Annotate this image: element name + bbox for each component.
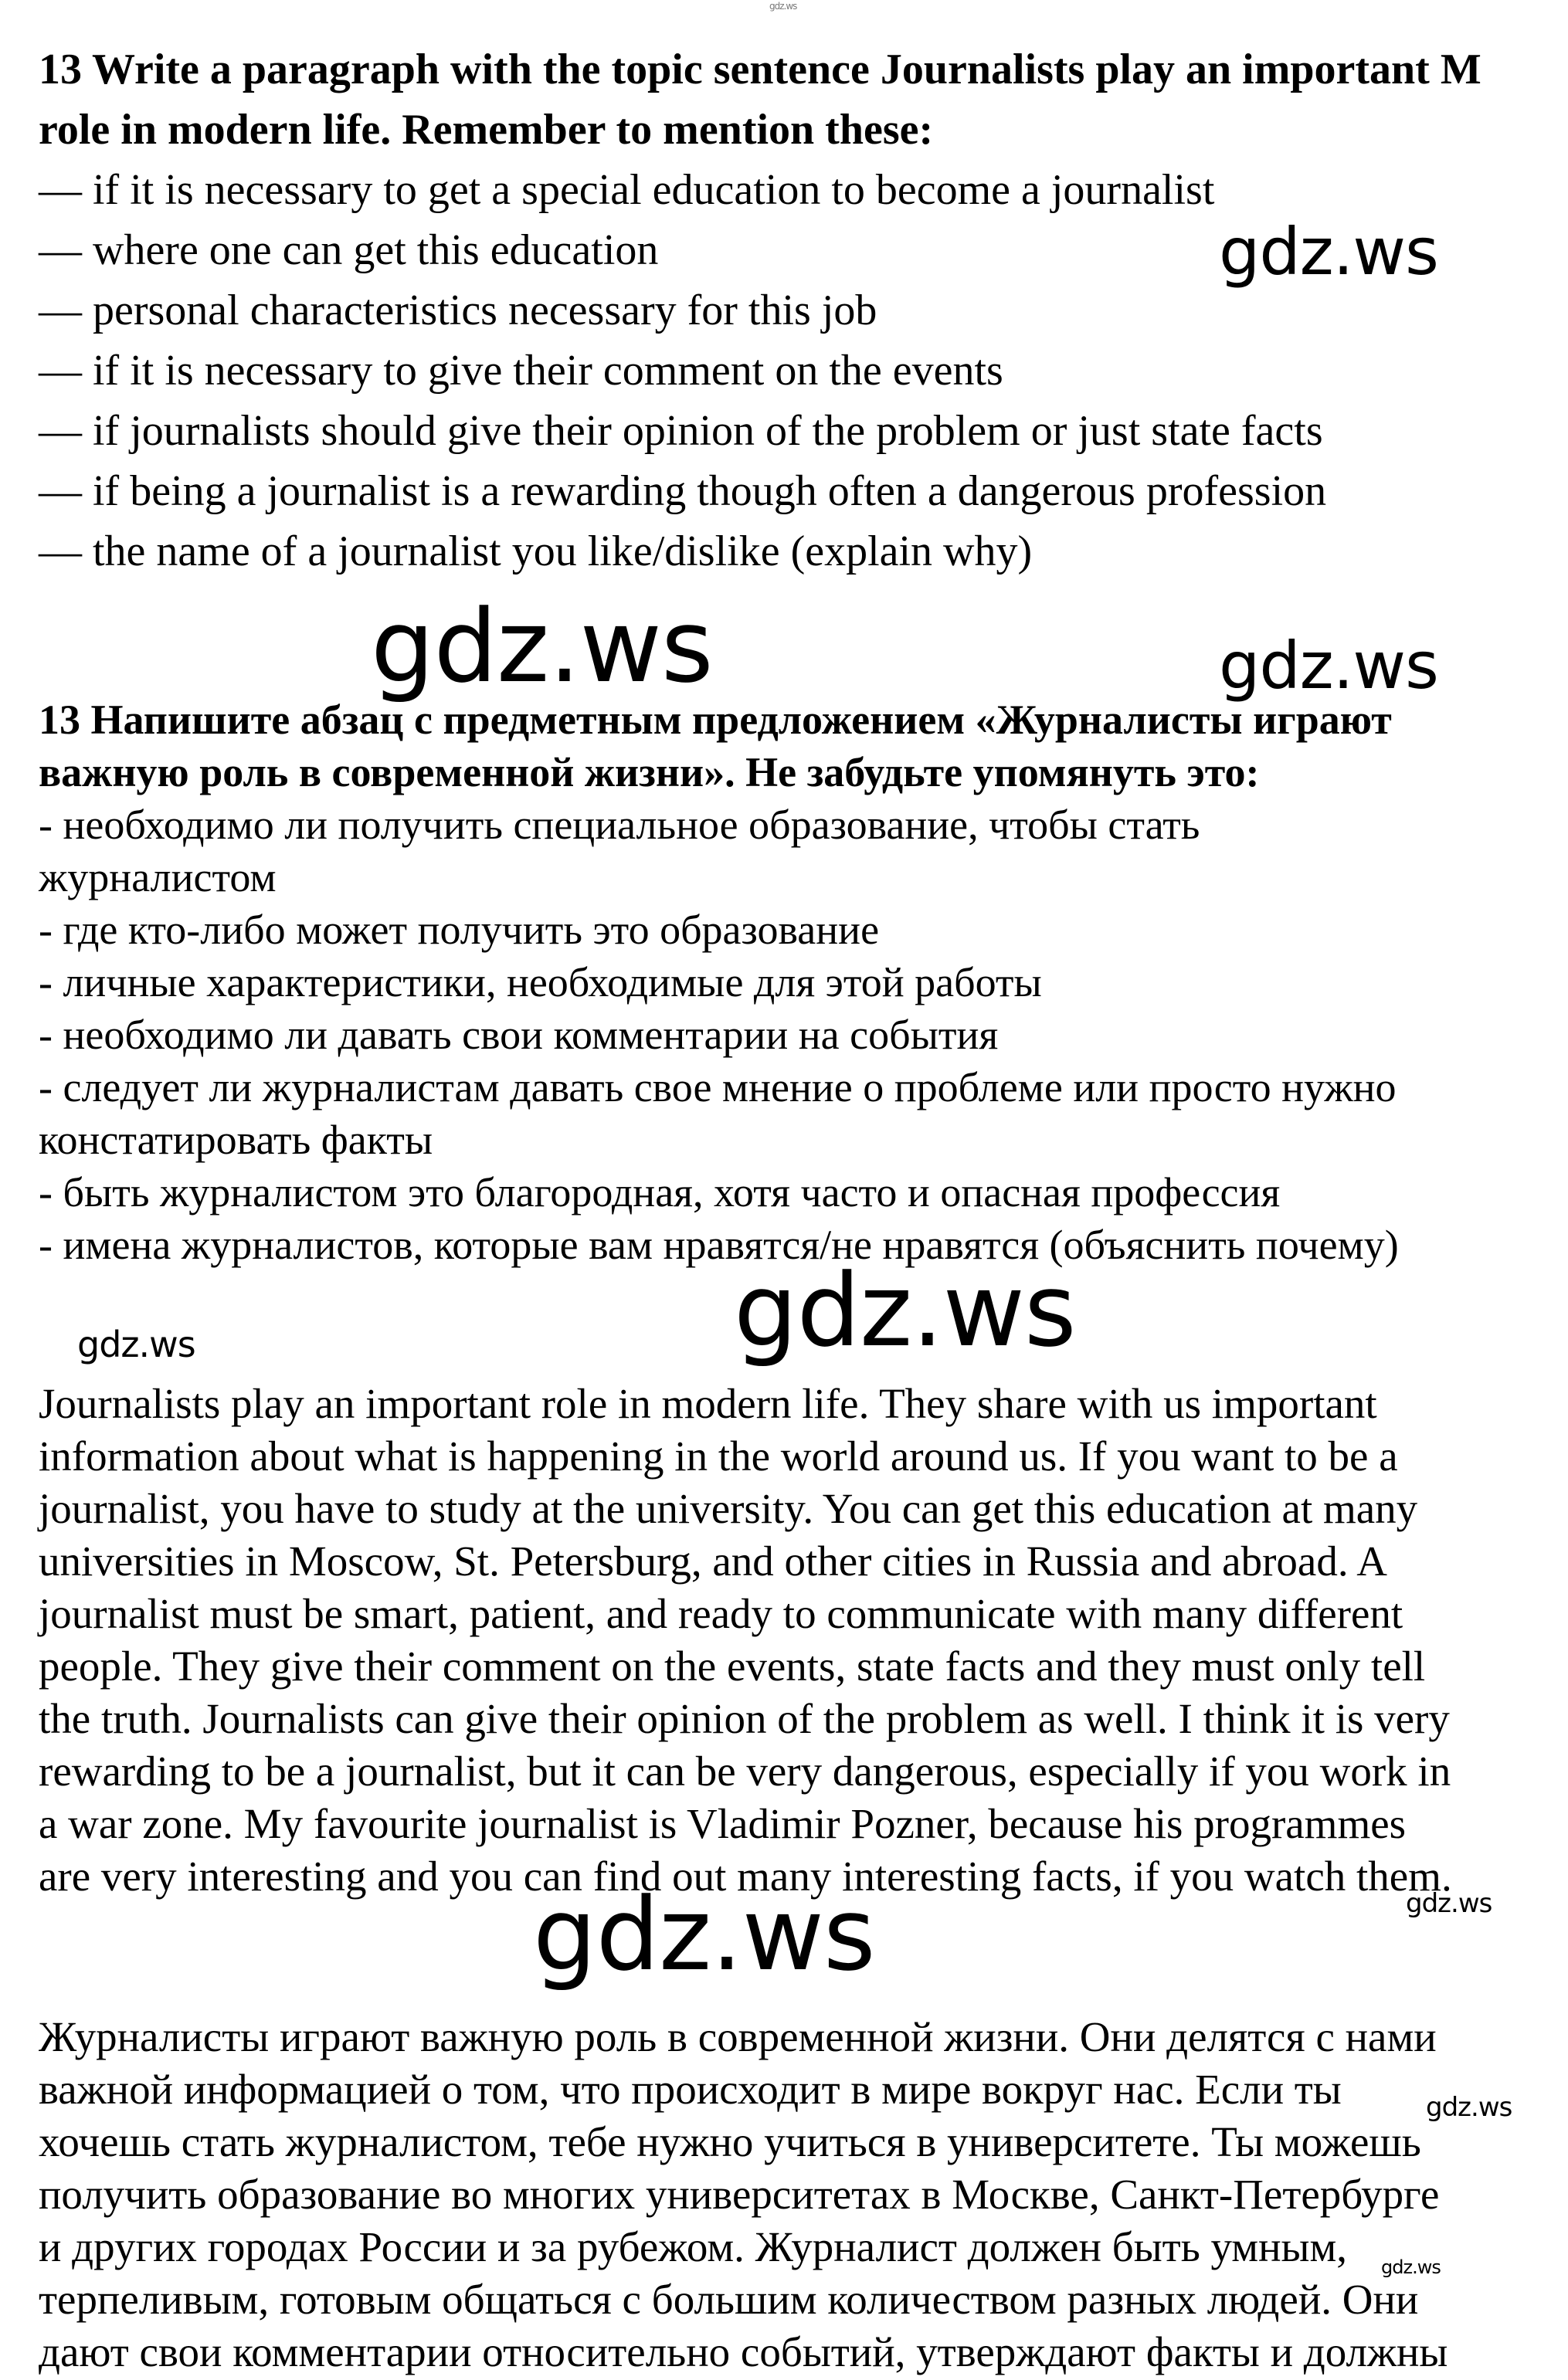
answer-en-line: Journalists play an important role in modern life. They share with us important (39, 1380, 1377, 1427)
answer-en-line: universities in Moscow, St. Petersburg, and other cities in Russia and abroad. A (39, 1538, 1388, 1585)
answer-ru-line: и других городах России и за рубежом. Журналист должен быть умным, (39, 2223, 1348, 2270)
watermark: gdz.ws (734, 1252, 1076, 1369)
watermark: gdz.ws (1219, 628, 1438, 703)
task-ru-item-line: - необходимо ли давать свои комментарии на события (39, 1012, 999, 1058)
task-en-item: — if it is necessary to give their comment on the events (39, 347, 1003, 395)
task-ru-item-line: - имена журналистов, которые вам нравятся/не нравятся (объяснить почему) (39, 1222, 1399, 1268)
answer-en-line: people. They give their comment on the events, state facts and they must only tell (39, 1643, 1426, 1690)
task-ru-item-line: - быть журналистом это благородная, хотя часто и опасная профессия (39, 1169, 1281, 1215)
task-en-item: — the name of a journalist you like/dislike (explain why) (39, 527, 1033, 575)
answer-en-line: rewarding to be a journalist, but it can be very dangerous, especially if you work in (39, 1748, 1451, 1795)
task-en-item: — if journalists should give their opinion of the problem or just state facts (39, 407, 1323, 455)
answer-ru-line: получить образование во многих университетах в Москве, Санкт-Петербурге (39, 2171, 1440, 2218)
task-en-heading-line-2: role in modern life. Remember to mention these: (39, 106, 934, 154)
answer-ru-line: терпеливым, готовым общаться с большим количеством разных людей. Они (39, 2276, 1419, 2323)
watermark: gdz.ws (1219, 214, 1438, 290)
answer-en-line: information about what is happening in the world around us. If you want to be a (39, 1432, 1398, 1480)
task-en-item: — if it is necessary to get a special education to become a journalist (39, 166, 1215, 214)
task-ru-item-line: констатировать факты (39, 1117, 433, 1163)
task-ru-item-line: - необходимо ли получить специальное образование, чтобы стать (39, 802, 1200, 848)
answer-en-line: are very interesting and you can find out many interesting facts, if you watch them. (39, 1853, 1452, 1900)
watermark: gdz.ws (1381, 2256, 1441, 2278)
answer-en-line: a war zone. My favourite journalist is Vladimir Pozner, because his programmes (39, 1800, 1407, 1847)
task-ru-item-line: - следует ли журналистам давать свое мнение о проблеме или просто нужно (39, 1064, 1397, 1110)
watermark: gdz.ws (1426, 2092, 1512, 2123)
answer-ru-line: дают свои комментарии относительно событий, утверждают факты и должны (39, 2328, 1448, 2375)
answer-en-line: journalist, you have to study at the university. You can get this education at many (39, 1485, 1418, 1532)
task-ru-heading-line-1: 13 Напишите абзац с предметным предложением «Журналисты играют (39, 697, 1392, 743)
watermark-top: gdz.ws (769, 1, 797, 12)
watermark: gdz.ws (371, 588, 713, 705)
answer-ru-line: хочешь стать журналистом, тебе нужно учиться в университете. Ты можешь (39, 2118, 1421, 2165)
task-en-item: — personal characteristics necessary for this job (39, 286, 877, 334)
task-en-item: — if being a journalist is a rewarding though often a dangerous profession (39, 467, 1327, 515)
answer-ru-line: Журналисты играют важную роль в современной жизни. Они делятся с нами (39, 2013, 1437, 2060)
task-ru-item-line: - личные характеристики, необходимые для этой работы (39, 959, 1042, 1005)
task-en-item: — where one can get this education (39, 226, 659, 274)
answer-en-line: the truth. Journalists can give their opinion of the problem as well. I think it is very (39, 1695, 1450, 1742)
watermark: gdz.ws (1406, 1888, 1492, 1919)
watermark: gdz.ws (77, 1324, 195, 1365)
answer-en-line: journalist must be smart, patient, and ready to communicate with many different (39, 1590, 1403, 1637)
answer-ru-line: важной информацией о том, что происходит в мире вокруг нас. Если ты (39, 2066, 1342, 2113)
task-ru-heading-line-2: важную роль в современной жизни». Не забудьте упомянуть это: (39, 749, 1260, 795)
watermark: gdz.ws (533, 1876, 875, 1993)
task-en-heading-line-1: 13 Write a paragraph with the topic sentence Journalists play an important M (39, 46, 1481, 93)
task-ru-item-line: журналистом (39, 854, 277, 900)
task-ru-item-line: - где кто-либо может получить это образование (39, 907, 880, 953)
